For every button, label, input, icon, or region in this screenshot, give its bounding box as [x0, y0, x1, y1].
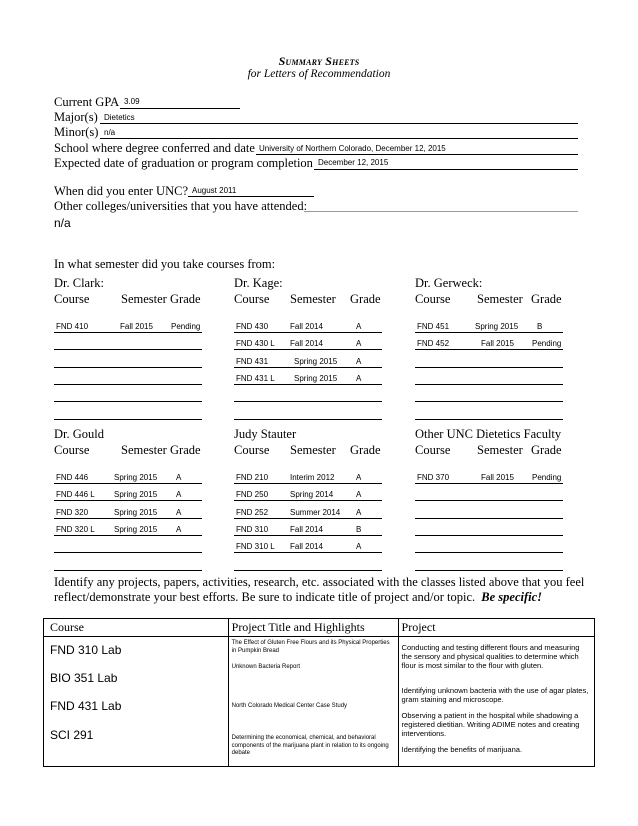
row-course: FND 430 [236, 322, 269, 331]
minors-label: Minor(s) [54, 125, 99, 139]
entry-line [234, 367, 382, 368]
entry-line [234, 500, 382, 501]
row-grade: A [176, 507, 182, 517]
row-semester: Fall 2015 [120, 322, 153, 331]
column-header-course: Course [234, 292, 270, 306]
enter-value[interactable]: August 2011 [192, 186, 237, 195]
entry-line [234, 483, 382, 484]
column-header-grade: Grade [531, 443, 562, 457]
entry-line [234, 349, 382, 350]
table-title-cell [228, 637, 398, 767]
column-header-grade: Grade [350, 443, 381, 457]
entry-line [234, 332, 382, 333]
row-course: FND 310 L [236, 542, 275, 552]
row-grade: Pending [532, 473, 562, 482]
project-desc-item: Observing a patient in the hospital while shadowing a registered dietitian. Writing ADIME notes and creating interventions. [401, 711, 580, 738]
entry-line [415, 349, 563, 350]
row-course: FND 431 L [236, 373, 275, 383]
entry-line [415, 500, 563, 501]
enter-underline [188, 196, 314, 197]
column-header-course: Course [415, 443, 451, 457]
row-course: FND 410 [56, 322, 89, 331]
row-grade: Pending [532, 339, 562, 349]
row-semester: Fall 2014 [290, 524, 323, 534]
column-header-grade: Grade [531, 292, 562, 306]
page-title: Summary Sheets [278, 54, 360, 68]
entry-line [415, 518, 563, 519]
row-course: FND 430 L [236, 339, 275, 349]
graduation-label: Expected date of graduation or program completion [54, 156, 313, 170]
row-course: FND 451 [417, 322, 450, 331]
other-colleges-label: Other colleges/universities that you have attended: [54, 199, 308, 213]
row-semester: Spring 2015 [114, 507, 158, 517]
degree-underline [256, 154, 578, 155]
column-header-semester: Semester [121, 443, 167, 457]
row-course: FND 431 [236, 356, 269, 366]
degree-value[interactable]: University of Northern Colorado, December 12, 2015 [259, 144, 446, 153]
project-desc-item: Identifying unknown bacteria with the use of agar plates, gram staining and microscope. [401, 686, 589, 704]
majors-label: Major(s) [54, 110, 98, 124]
entry-line [54, 384, 202, 385]
row-semester: Spring 2015 [294, 356, 338, 366]
row-course: FND 310 [236, 524, 269, 534]
entry-line [54, 500, 202, 501]
course-item: FND 431 Lab [50, 699, 122, 713]
projects-table [43, 618, 595, 767]
project-desc-item: Conducting and testing different flours and measuring the sensory and physical qualities to determine which flour is most similar to the flour with gluten. [401, 643, 580, 670]
row-course: FND 446 L [56, 490, 95, 500]
entry-line [415, 570, 563, 571]
row-semester: Fall 2014 [290, 322, 323, 331]
column-header-course: Course [415, 292, 451, 306]
table-header-title: Project Title and Highlights [228, 619, 398, 637]
table-project-cell [398, 637, 594, 767]
project-title-item: Determining the economical, chemical, and behavioral components of the marijuana plant in relation to its ongoing debate [231, 735, 389, 756]
course-item: SCI 291 [50, 728, 94, 742]
other-colleges-underline [304, 211, 578, 212]
row-grade: A [176, 473, 182, 482]
column-header-grade: Grade [350, 292, 381, 306]
graduation-value[interactable]: December 12, 2015 [318, 158, 389, 167]
row-semester: Fall 2014 [290, 542, 323, 552]
projects-instructions [54, 575, 594, 605]
entry-line [54, 401, 202, 402]
instructor-name: Judy Stauter [234, 427, 297, 441]
row-course: FND 452 [417, 339, 450, 349]
entry-line [54, 419, 202, 420]
entry-line [415, 483, 563, 484]
majors-underline [100, 123, 578, 124]
column-header-semester: Semester [477, 292, 523, 306]
row-semester: Fall 2015 [481, 339, 514, 349]
entry-line [415, 401, 563, 402]
entry-line [234, 419, 382, 420]
entry-line [415, 552, 563, 553]
entry-line [234, 384, 382, 385]
row-course: FND 320 [56, 507, 89, 517]
table-header-project: Project [398, 619, 594, 637]
entry-line [54, 349, 202, 350]
entry-line [234, 535, 382, 536]
column-header-grade: Grade [170, 292, 201, 306]
instructor-name: Dr. Clark: [54, 276, 104, 290]
row-grade: A [356, 490, 362, 500]
row-semester: Spring 2014 [290, 490, 334, 500]
row-course: FND 320 L [56, 524, 95, 534]
course-item: FND 310 Lab [50, 643, 122, 657]
gpa-underline [120, 108, 240, 109]
row-grade: A [356, 373, 362, 383]
row-course: FND 252 [236, 507, 269, 517]
row-grade: B [537, 322, 543, 331]
course-item: BIO 351 Lab [50, 671, 118, 685]
row-grade: B [356, 524, 362, 534]
row-grade: A [356, 542, 362, 552]
enter-label: When did you enter UNC? [54, 184, 188, 198]
row-semester: Spring 2015 [475, 322, 519, 331]
page-subtitle: for Letters of Recommendation [247, 68, 391, 80]
instructions-text: Identify any projects, papers, activities, research, etc. associated with the classes listed above that you feel reflect/demonstrate your best efforts. Be sure to indicate title of project and/or topic. [54, 575, 585, 604]
project-title-item: Unknown Bacteria Report [231, 664, 301, 670]
graduation-underline [314, 169, 578, 170]
instructor-name: Dr. Kage: [234, 276, 283, 290]
column-header-course: Course [234, 443, 270, 457]
row-grade: A [356, 507, 362, 517]
instructor-name: Dr. Gerweck: [415, 276, 483, 290]
row-semester: Fall 2015 [481, 473, 514, 482]
instructor-name: Dr. Gould [54, 427, 104, 441]
majors-value[interactable]: Dietetics [104, 113, 135, 122]
column-header-semester: Semester [290, 292, 336, 306]
entry-line [54, 570, 202, 571]
project-title-item: The Effect of Gluten Free Flours and its Physical Properties in Pumpkin Bread [231, 640, 390, 654]
gpa-label: Current GPA [54, 95, 120, 109]
entry-line [54, 332, 202, 333]
column-header-course: Course [54, 443, 90, 457]
table-course-cell [44, 637, 229, 767]
row-semester: Fall 2014 [290, 339, 323, 349]
instructions-emphasis: Be specific! [481, 590, 543, 604]
table-header-course: Course [44, 619, 229, 637]
entry-line [415, 384, 563, 385]
entry-line [54, 518, 202, 519]
project-title-item: North Colorado Medical Center Case Study [231, 703, 348, 709]
row-semester: Interim 2012 [290, 473, 335, 482]
column-header-grade: Grade [170, 443, 201, 457]
row-grade: A [176, 490, 182, 500]
row-grade: A [356, 356, 362, 366]
row-grade: A [356, 473, 362, 482]
row-semester: Summer 2014 [290, 507, 341, 517]
row-course: FND 250 [236, 490, 269, 500]
entry-line [415, 419, 563, 420]
minors-value[interactable]: n/a [104, 128, 116, 137]
column-header-semester: Semester [477, 443, 523, 457]
entry-line [415, 535, 563, 536]
instructor-name: Other UNC Dietetics Faculty [415, 427, 562, 441]
degree-label: School where degree conferred and date [54, 141, 255, 155]
row-semester: Spring 2015 [114, 490, 158, 500]
entry-line [54, 552, 202, 553]
column-header-semester: Semester [290, 443, 336, 457]
row-semester: Spring 2015 [114, 524, 158, 534]
entry-line [415, 367, 563, 368]
entry-line [234, 518, 382, 519]
other-colleges-value[interactable]: n/a [54, 216, 71, 230]
row-course: FND 446 [56, 473, 89, 482]
row-grade: A [176, 524, 182, 534]
entry-line [234, 552, 382, 553]
gpa-value[interactable]: 3.09 [124, 97, 140, 106]
row-semester: Spring 2015 [294, 373, 338, 383]
project-desc-item: Identifying the benefits of marijuana. [401, 745, 523, 754]
column-header-course: Course [54, 292, 90, 306]
row-grade: A [356, 339, 362, 349]
entry-line [54, 535, 202, 536]
semester-question: In what semester did you take courses from: [54, 257, 276, 271]
row-grade: A [356, 322, 362, 331]
entry-line [415, 332, 563, 333]
row-course: FND 370 [417, 473, 450, 482]
row-grade: Pending [171, 322, 201, 331]
row-course: FND 210 [236, 473, 269, 482]
row-semester: Spring 2015 [114, 473, 158, 482]
minors-underline [100, 138, 578, 139]
column-header-semester: Semester [121, 292, 167, 306]
entry-line [234, 570, 382, 571]
entry-line [54, 483, 202, 484]
entry-line [234, 401, 382, 402]
entry-line [54, 367, 202, 368]
